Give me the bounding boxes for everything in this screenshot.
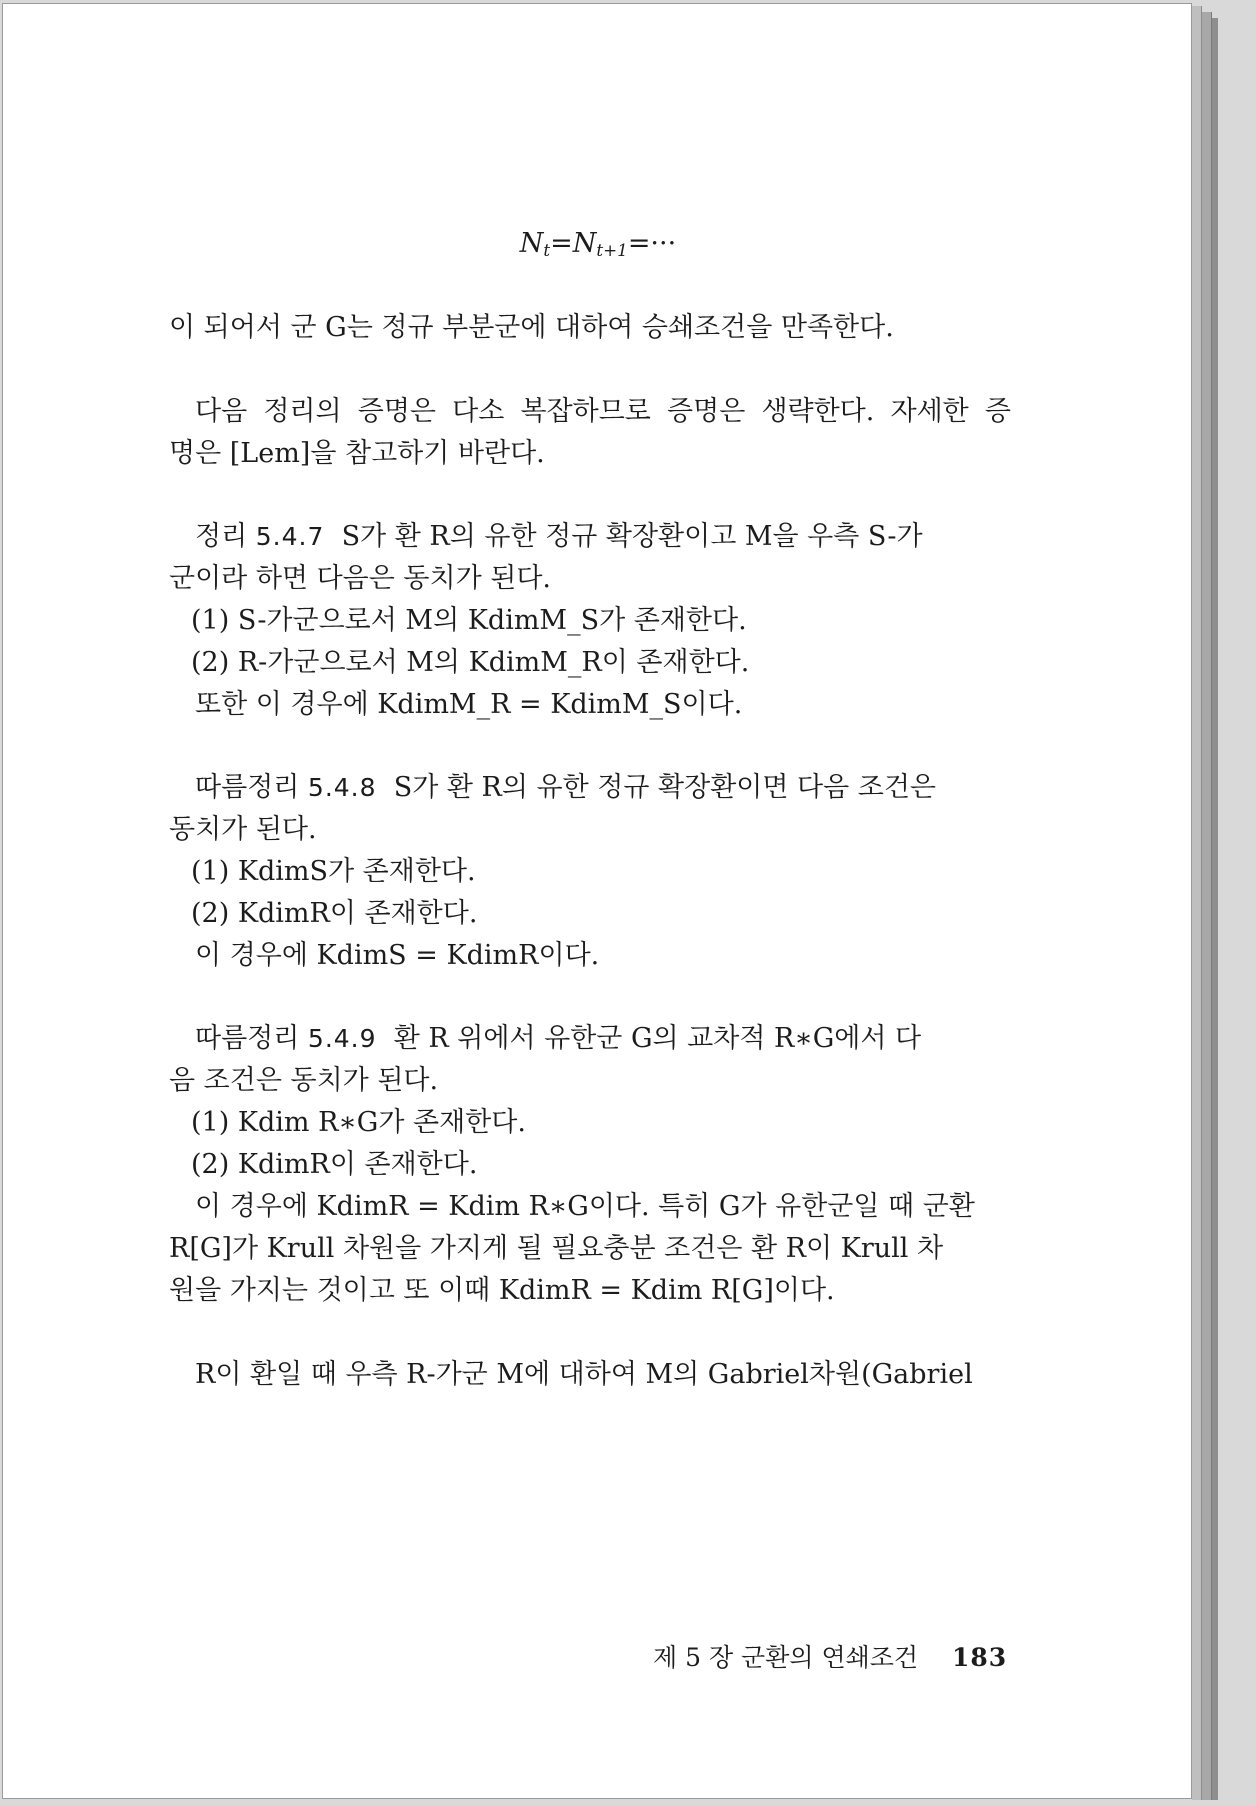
text-line-3: 명은 [Lem]을 참고하기 바란다. [169, 438, 545, 469]
corollary-number: 5.4.8 [307, 773, 377, 802]
page-number: 183 [952, 1643, 1008, 1672]
corollary-5-4-8-item-1: (1) KdimS가 존재한다. [191, 856, 476, 887]
theorem-statement: S가 환 R의 유한 정규 확장환이고 M을 우측 S-가 [341, 521, 923, 552]
corollary-statement: S가 환 R의 유한 정규 확장환이면 다음 조건은 [393, 772, 937, 803]
page-stack-edge [1202, 12, 1212, 1800]
corollary-5-4-9-item-2: (2) KdimR이 존재한다. [191, 1149, 478, 1180]
theorem-5-4-7-conclusion: 또한 이 경우에 KdimM_R = KdimM_S이다. [195, 689, 743, 720]
corollary-5-4-8-line-1 [195, 770, 936, 806]
chapter-title: 제 5 장 군환의 연쇄조건 [653, 1643, 919, 1672]
theorem-5-4-7-item-1: (1) S-가군으로서 M의 KdimM_S가 존재한다. [191, 605, 747, 636]
text-line-1: 이 되어서 군 G는 정규 부분군에 대하여 승쇄조건을 만족한다. [169, 312, 894, 343]
text-line-last: R이 환일 때 우측 R-가군 M에 대하여 M의 Gabriel차원(Gabriel [195, 1359, 973, 1390]
theorem-number: 5.4.7 [255, 522, 325, 551]
corollary-5-4-9-conclusion-3: 원을 가지는 것이고 또 이때 KdimR = Kdim R[G]이다. [169, 1275, 835, 1306]
corollary-statement: 환 R 위에서 유한군 G의 교차적 R∗G에서 다 [393, 1023, 922, 1054]
corollary-number: 5.4.9 [307, 1024, 377, 1053]
corollary-label: 따름정리 [195, 772, 300, 803]
theorem-label: 정리 [195, 521, 248, 552]
corollary-5-4-8-item-2: (2) KdimR이 존재한다. [191, 898, 478, 929]
text-line-2: 다음 정리의 증명은 다소 복잡하므로 증명은 생략한다. 자세한 증 [195, 396, 1011, 427]
corollary-5-4-9-item-1: (1) Kdim R∗G가 존재한다. [191, 1107, 526, 1138]
theorem-5-4-7-line-2: 군이라 하면 다음은 동치가 된다. [169, 563, 551, 594]
theorem-5-4-7-item-2: (2) R-가군으로서 M의 KdimM_R이 존재한다. [191, 647, 750, 678]
corollary-5-4-9-conclusion-1: 이 경우에 KdimR = Kdim R∗G이다. 특히 G가 유한군일 때 군환 [195, 1191, 975, 1222]
page-stack-edge [1212, 18, 1218, 1800]
corollary-5-4-9-conclusion-2: R[G]가 Krull 차원을 가지게 될 필요충분 조건은 환 R이 Krull 차 [169, 1233, 944, 1264]
page-stack-edge [1192, 6, 1202, 1800]
corollary-5-4-9-line-2: 음 조건은 동치가 된다. [169, 1065, 439, 1096]
corollary-5-4-8-conclusion: 이 경우에 KdimS = KdimR이다. [195, 940, 600, 971]
theorem-5-4-7-line-1 [195, 519, 923, 555]
page-footer [653, 1638, 1007, 1674]
corollary-5-4-9-line-1 [195, 1021, 921, 1057]
corollary-label: 따름정리 [195, 1023, 300, 1054]
display-equation: $N_t=N_{t+1}=\cdot\cdot\cdot$ [519, 228, 677, 261]
book-page [2, 3, 1192, 1799]
corollary-5-4-8-line-2: 동치가 된다. [169, 814, 317, 845]
